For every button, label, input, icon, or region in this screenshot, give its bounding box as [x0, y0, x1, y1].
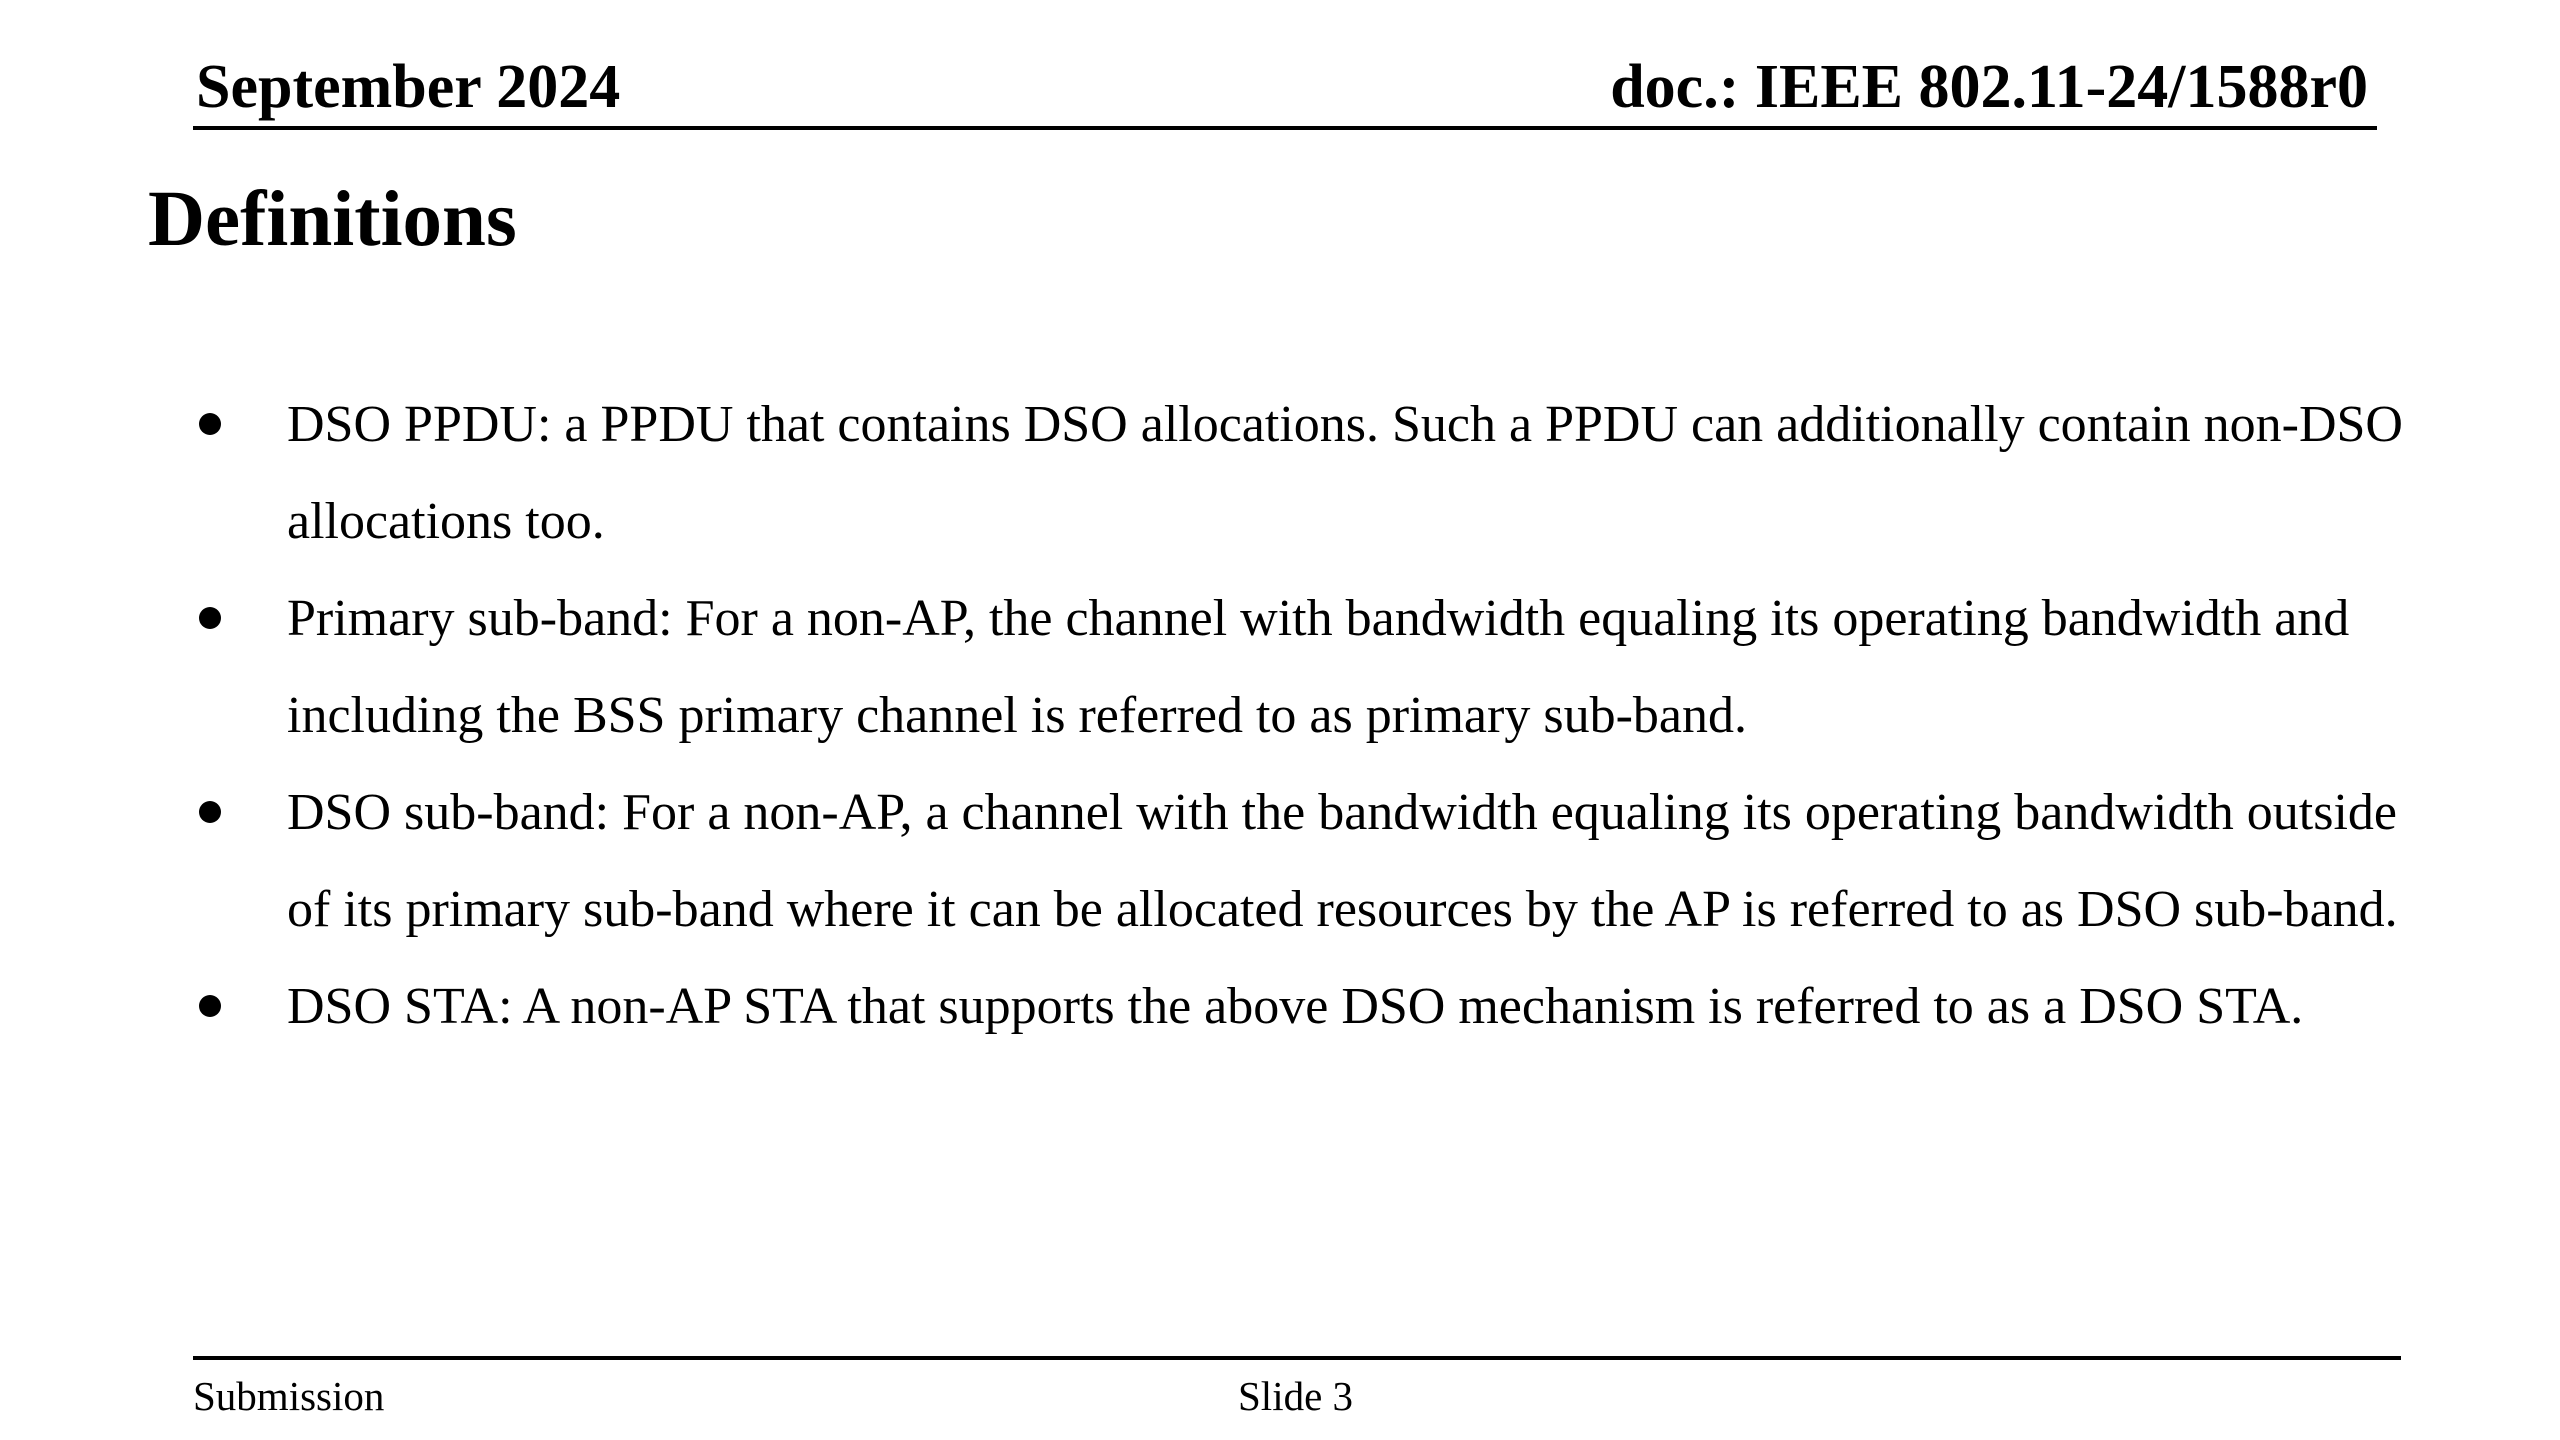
header-doc-id: doc.: IEEE 802.11-24/1588r0: [1610, 53, 2368, 121]
bullet-text: DSO sub-band: For a non-AP, a channel with the bandwidth equaling its operating bandwidth outside of its primary sub-band where it can be allocated resources by the AP is referred to as DSO sub-band.: [287, 784, 2398, 938]
bullet-item-dso-sub-band: [196, 764, 2436, 958]
bullet-dot-icon: [199, 801, 221, 823]
bullet-dot-icon: [199, 995, 221, 1017]
footer-submission: Submission: [193, 1373, 385, 1419]
footer-slide-number: Slide 3: [1238, 1373, 1354, 1419]
header-date: September 2024: [196, 53, 621, 121]
footer-divider: [193, 1356, 2401, 1360]
bullet-dot-icon: [199, 413, 221, 435]
bullet-text: DSO PPDU: a PPDU that contains DSO allocations. Such a PPDU can additionally contain non-DSO allocations too.: [287, 396, 2403, 550]
bullet-item-primary-sub-band: [196, 570, 2436, 764]
bullet-item-dso-ppdu: [196, 376, 2436, 570]
header-divider: [193, 126, 2377, 130]
definitions-list: [196, 376, 2436, 1055]
bullet-item-dso-sta: [196, 958, 2436, 1055]
bullet-dot-icon: [199, 607, 221, 629]
bullet-text: Primary sub-band: For a non-AP, the channel with bandwidth equaling its operating bandwidth and including the BSS primary channel is referred to as primary sub-band.: [287, 590, 2350, 744]
slide-title: Definitions: [148, 176, 517, 263]
bullet-text: DSO STA: A non-AP STA that supports the above DSO mechanism is referred to as a DSO STA.: [287, 978, 2304, 1035]
